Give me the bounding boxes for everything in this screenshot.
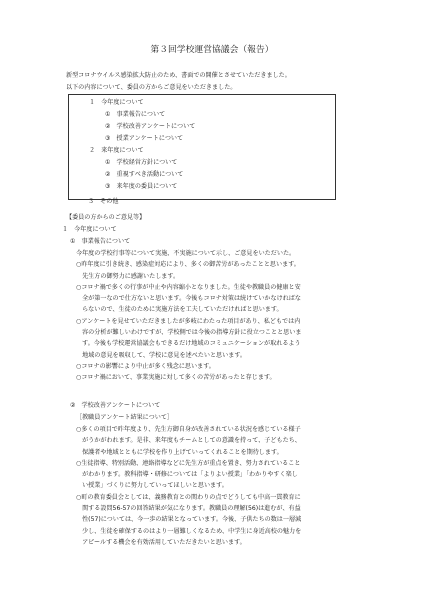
body-line: ○アンケートを見せていただきましたが多岐にわたった項目があり、私どもでは内 <box>76 317 301 325</box>
agenda-section-1: １ 今年度について <box>89 99 144 106</box>
body-line: ○コロナの影響により中止が多く残念に思います。 <box>76 362 215 370</box>
body-line: ○多くの項目で昨年度より、先生方御自身が改善されている状況を感じている様子 <box>76 426 301 433</box>
agenda-item: ③ 授業アンケートについて <box>105 135 184 142</box>
body-line: ○町の教育委員会としては、義務教育との関わりの点でどうしても中高一貫教育に <box>76 493 301 501</box>
item2-title: ② 学校改善アンケートについて <box>70 402 161 409</box>
body-line: がうかがわれます。是非、来年度もチームとしての意識を持って、子どもたち、 <box>76 437 301 445</box>
body-line: ○コロナ禍において、事業実施に対して多くの苦労があったと存じます。 <box>76 374 276 382</box>
page-title: 第３回学校運営協議会（報告） <box>150 45 274 55</box>
body-line: す。今後も学校運営協議会もできるだけ地域のコミュニケーションが取れるよう <box>76 340 301 348</box>
agenda-section-2: ２ 来年度について <box>89 147 144 154</box>
body-line: 全が第一なので仕方ないと思います。今後もコロナ対策は続けていかなければな <box>76 295 301 303</box>
item2-body <box>76 424 301 548</box>
body-line: 関する設問56-57の回答結果が気になります。教職員の理解(56)は進むが、有益 <box>76 505 301 513</box>
body-line: ○生徒指導、特別活動、連絡指導などに先生方が重点を置き、努力されていること <box>76 459 301 467</box>
opinions-section-1: １ 今年度について <box>62 226 117 233</box>
agenda-item: ① 事業報告について <box>105 111 166 118</box>
body-line: らないので、生徒のために実施方法を工夫していただければと思います。 <box>76 306 283 314</box>
body-line: い授業」づくりに努力していってほしいと思います。 <box>76 482 228 490</box>
item2-subheading: ［教職員アンケート結果について］ <box>76 414 174 421</box>
agenda-box <box>68 94 336 200</box>
agenda-item: ② 重視すべき活動について <box>105 171 184 178</box>
body-line: 性(57)については、今一歩の結果となっています。今後、子供たちの数は一層減 <box>76 516 302 524</box>
body-line: がわかります。教科指導・研修については「よりよい授業」「わかりやすく楽し <box>76 471 298 479</box>
body-line: 今年度の学校行事等について実施、不実施について示し、ご意見をいただいた。 <box>76 250 296 257</box>
item1-body <box>76 248 301 384</box>
intro-line-2: 以下の内容について、委員の方からご意見をいただきました。 <box>66 84 237 91</box>
item1-title: ① 事業報告について <box>70 238 131 245</box>
body-line: 地域の意見を吸収して、学校に意見を述べたいと思います。 <box>76 351 247 359</box>
body-line: 容の分析が難しいわけですが、学校側では今後の指導方針に役立つことと思いま <box>76 329 302 337</box>
agenda-item: ② 学校改善アンケートについて <box>105 123 196 130</box>
intro-line-1: 新型コロナウイルス感染拡大防止のため、書面での開催とさせていただきました。 <box>66 72 291 79</box>
agenda-section-3: ３ その他 <box>88 198 119 205</box>
body-line: 先生方の御努力に感謝いたします。 <box>76 272 180 280</box>
body-line: 保護者や地域とともに学校を作り上げていってくれることを期待します。 <box>76 448 283 456</box>
agenda-item: ③ 来年度の委員について <box>105 183 178 190</box>
body-line: ○昨年度に引き続き、感染症対応により、多くの御苦労があったことと思います。 <box>76 261 300 269</box>
agenda-item: ① 学校経営方針について <box>105 159 178 166</box>
body-line: ○コロナ禍で多くの行事が中止や内容縮小となりました。生徒や教職員の健康と安 <box>76 283 301 291</box>
body-line: アピールする機会を有効活用していただきたいと思います。 <box>76 538 246 546</box>
body-line: 少し、生徒を確保するのはより一層難しくなるため、中学生に身近高校の魅力を <box>76 527 302 535</box>
opinions-heading: 【委員の方からのご意見等】 <box>66 214 146 221</box>
